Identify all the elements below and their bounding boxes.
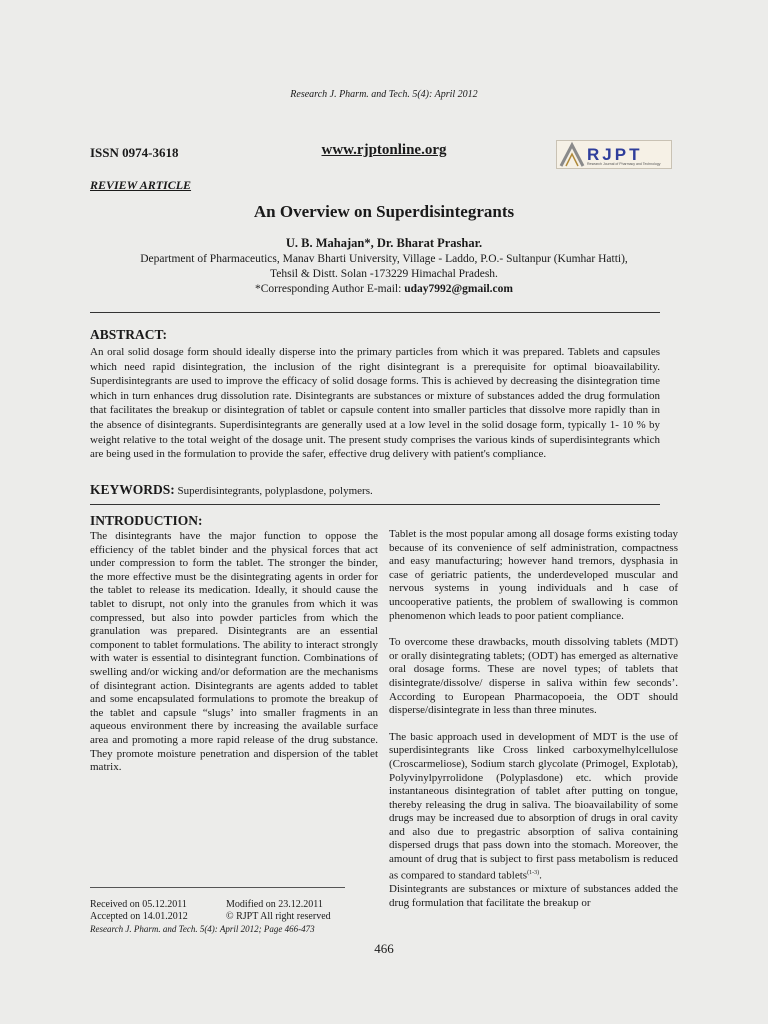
paragraph: The disintegrants have the major function to oppose the efficiency of the tablet binder and the physical forces that act under compression to form the tablet. The stronger the binder, the more effective must be the disintegrating agents in order for the tablet to release its medication. Ideally, it should cause the tablet to disrupt, not only into the granules from which it was compressed, but also into powder particles from which the granulation was prepared. Disintegrants are an essential component to tablet formulations. The ability to interact strongly with water is essential to disintegrant function. Combinations of swelling and/or wicking and/or deformation are the mechanisms of disintegrant action. Disintegrants are agents added to tablet and some encapsulated formulations to promote the breakup of the tablet and capsule “slugs’ into smaller fragments in an aqueous environment there by increasing the available surface area and promoting a more rapid release of the drug substance. They promote moisture penetration and dispersion of the tablet matrix. [90, 530, 378, 774]
paragraph-end: . [539, 869, 542, 882]
left-column [90, 530, 378, 775]
article-title: An Overview on Superdisintegrants [253, 202, 515, 221]
author-list: U. B. Mahajan*, Dr. Bharat Prashar. [285, 236, 483, 250]
corresponding-author [0, 282, 768, 297]
logo-subtext: Research Journal of Pharmacy and Technology [587, 162, 661, 166]
article-type: REVIEW ARTICLE [90, 178, 192, 192]
corresponding-label: *Corresponding Author E-mail: [255, 283, 405, 295]
citation-superscript: (1-3) [527, 869, 540, 876]
keywords-label: KEYWORDS: [90, 482, 175, 497]
abstract-text: An oral solid dosage form should ideally disperse into the primary particles from which it was prepared. Tablets and capsules which need rapid disintegration, the inclusion of the right disintegrant is a prerequisite for optimal bioavailability. Superdisintegrants are used to improve the efficacy of solid dosage forms. This is achieved by decreasing the disintegration time which in turn enhances drug dissolution rate. Disintegrants are substances or mixture of substances added the drug formulation that facilitates the breakup or disintegration of tablet or capsule content into smaller particles that dissolve more rapidly than in the absence of disintegrants. Superdisintegrants are generally used at a low level in the solid dosage form, typically 1- 10 % by weight relative to the total weight of the dosage unit. The present study comprises the various kinds of superdisintegrants which are being used in the formulation to provide the safer, effective drug delivery with patient's compliance. [90, 346, 660, 461]
logo-text: RJPT [587, 144, 643, 164]
accepted-date: Accepted on 14.01.2012 [90, 911, 188, 923]
copyright-notice: © RJPT All right reserved [226, 911, 331, 923]
citation: Research J. Pharm. and Tech. 5(4): April 2012; Page 466-473 [90, 924, 315, 935]
issn-number: ISSN 0974-3618 [90, 145, 179, 160]
received-date: Received on 05.12.2011 [90, 899, 187, 910]
publication-footer [90, 899, 331, 936]
paragraph: Tablet is the most popular among all dosage forms existing today because of its convenience of self administration, compactness and easy manufacturing; however hand tremors, dysphasia in case of geriatric patients, the underdeveloped muscular and nervous systems in young individuals and h case of uncooperative patients, the problem of swallowing is common phenomenon which leads to poor patient compliance. [389, 528, 678, 622]
affiliation-line-2: Tehsil & Distt. Solan -173229 Himachal Pradesh. [270, 268, 498, 280]
author-affiliation [0, 252, 768, 297]
rjpt-logo [556, 140, 672, 169]
logo-arch-icon [557, 141, 587, 168]
keywords-text: Superdisintegrants, polyplasdone, polymers. [174, 485, 373, 497]
introduction-heading: INTRODUCTION: [90, 513, 203, 528]
journal-header: Research J. Pharm. and Tech. 5(4): April 2012 [290, 89, 478, 100]
affiliation-line-1: Department of Pharmaceutics, Manav Bharti University, Village - Laddo, P.O.- Sultanpur (Kumhar Hatti), [140, 253, 628, 265]
paragraph [389, 731, 678, 883]
author-email-link[interactable]: uday7992@gmail.com [404, 283, 513, 295]
abstract-heading: ABSTRACT: [90, 327, 168, 342]
footer-row [90, 899, 331, 911]
paragraph: Disintegrants are substances or mixture of substances added the drug formulation that facilitate the breakup or [389, 882, 678, 909]
paragraph-text: The basic approach used in development of MDT is the use of superdisintegrants like Cross linked carboxymelhylcellulose (Croscarmeliose), Sodium starch glycolate (Primogel, Explotab), Polyvinylpyrrolidone (Polyplasdone) etc. which provide instantaneous disintegration of tablet after putting on tongue, thereby releasing the drug in saliva. The bioavailability of some drugs may be increased due to absorption of drugs in oral cavity and also due to pregastric absorption of saliva containing dispersed drugs that pass down into the stomach. Moreover, the amount of drug that is subject to first pass metabolism is reduced as compared to standard tablets [389, 730, 678, 882]
page-number: 466 [374, 941, 394, 956]
footer-row [90, 911, 331, 923]
divider [90, 504, 660, 505]
modified-date: Modified on 23.12.2011 [226, 899, 323, 910]
journal-website-link[interactable]: www.rjptonline.org [321, 142, 447, 158]
footer-divider [90, 887, 345, 888]
keywords-line [90, 482, 660, 498]
paragraph: To overcome these drawbacks, mouth dissolving tablets (MDT) or orally disintegrating tablets; (ODT) has emerged as alternative oral dosage forms. These are novel types; of tablets that disintegrate/dissolve/ disperse in saliva within few seconds’. According to European Pharmacopoeia, the ODT should disperse/disintegrate in less than three minutes. [389, 636, 678, 717]
divider [90, 312, 660, 313]
right-column [389, 528, 678, 923]
